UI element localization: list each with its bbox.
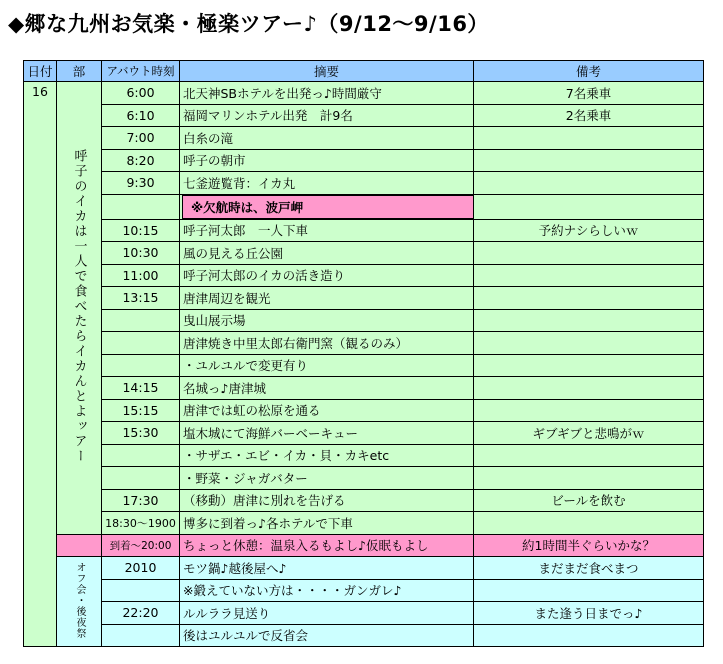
dept-cell-after	[57, 557, 102, 647]
table-row	[24, 332, 704, 355]
table-row	[24, 287, 704, 310]
desc-cell: モツ鍋♪越後屋へ♪	[180, 557, 474, 580]
note-cell	[474, 149, 704, 172]
note-cell	[474, 309, 704, 332]
time-cell: 2010	[102, 557, 180, 580]
time-cell: 9:30	[102, 172, 180, 195]
table-row	[24, 602, 704, 625]
table-row	[24, 82, 704, 105]
time-cell: 10:15	[102, 219, 180, 242]
note-cell	[474, 172, 704, 195]
page-title: ◆郷な九州お気楽・極楽ツアー♪（9/12～9/16）	[8, 12, 489, 36]
note-cell: また逢う日までっ♪	[474, 602, 704, 625]
time-cell	[102, 332, 180, 355]
note-cell	[474, 444, 704, 467]
desc-cell: 名城っ♪唐津城	[180, 377, 474, 400]
table-row	[24, 242, 704, 265]
desc-cell: 北天神SBホテルを出発っ♪時間厳守	[180, 82, 474, 105]
time-cell: 6:00	[102, 82, 180, 105]
time-cell	[102, 624, 180, 647]
desc-cell: 呼子河太郎のイカの活き造り	[180, 264, 474, 287]
table-row	[24, 377, 704, 400]
table-row	[24, 309, 704, 332]
desc-cell: 呼子の朝市	[180, 149, 474, 172]
desc-cell: 呼子河太郎 一人下車	[180, 219, 474, 242]
note-cell: 7名乗車	[474, 82, 704, 105]
note-cell	[474, 287, 704, 310]
dept-cell-rest	[57, 534, 102, 557]
time-cell: 到着～20:00	[102, 534, 180, 557]
time-cell: 13:15	[102, 287, 180, 310]
desc-cell: 博多に到着っ♪各ホテルで下車	[180, 512, 474, 535]
table-row	[24, 557, 704, 580]
header-note: 備考	[474, 61, 704, 82]
table-row	[24, 467, 704, 490]
table-row	[24, 579, 704, 602]
note-cell: 予約ナシらしいｗ	[474, 219, 704, 242]
note-cell	[474, 624, 704, 647]
alternate-plan-note: ※欠航時は、波戸岬	[182, 195, 474, 219]
note-cell: ギブギブと悲鳴がｗ	[474, 422, 704, 445]
table-row	[24, 194, 704, 219]
time-cell	[102, 467, 180, 490]
time-cell: 11:00	[102, 264, 180, 287]
table-row	[24, 172, 704, 195]
time-cell	[102, 444, 180, 467]
note-cell	[474, 127, 704, 150]
time-cell	[102, 579, 180, 602]
desc-cell: 福岡マリンホテル出発 計9名	[180, 104, 474, 127]
table-row	[24, 104, 704, 127]
table-row	[24, 422, 704, 445]
note-cell: 2名乗車	[474, 104, 704, 127]
table-row	[24, 624, 704, 647]
desc-cell: ・野菜・ジャガバター	[180, 467, 474, 490]
time-cell	[102, 309, 180, 332]
desc-cell: 唐津では虹の松原を通る	[180, 399, 474, 422]
time-cell: 14:15	[102, 377, 180, 400]
desc-cell: 塩木城にて海鮮バーベーキュー	[180, 422, 474, 445]
desc-cell: 唐津周辺を観光	[180, 287, 474, 310]
time-cell: 15:30	[102, 422, 180, 445]
table-row	[24, 489, 704, 512]
time-cell	[102, 194, 180, 219]
note-cell: まだまだ食べまつ	[474, 557, 704, 580]
note-cell	[474, 377, 704, 400]
desc-cell: 曳山展示場	[180, 309, 474, 332]
time-cell: 6:10	[102, 104, 180, 127]
desc-cell: ルルララ見送り	[180, 602, 474, 625]
header-row	[24, 61, 704, 82]
table-row	[24, 149, 704, 172]
note-cell	[474, 194, 704, 219]
header-desc: 摘要	[180, 61, 474, 82]
note-cell	[474, 467, 704, 490]
desc-cell: 七釜遊覧背：イカ丸	[180, 172, 474, 195]
desc-cell: ・サザエ・エビ・イカ・貝・カキetc	[180, 444, 474, 467]
dept-cell-main	[57, 82, 102, 535]
header-date: 日付	[24, 61, 57, 82]
note-cell	[474, 579, 704, 602]
desc-cell: ・ユルユルで変更有り	[180, 354, 474, 377]
desc-cell: 唐津焼き中里太郎右衛門窯（観るのみ）	[180, 332, 474, 355]
desc-cell: ※鍛えていない方は・・・・ガンガレ♪	[180, 579, 474, 602]
desc-cell: （移動）唐津に別れを告げる	[180, 489, 474, 512]
desc-cell: 後はユルユルで反省会	[180, 624, 474, 647]
desc-cell: ちょっと休憩：温泉入るもよし♪仮眠もよし	[180, 534, 474, 557]
time-cell: 15:15	[102, 399, 180, 422]
rest-row	[24, 534, 704, 557]
note-cell	[474, 264, 704, 287]
time-cell: 18:30～1900	[102, 512, 180, 535]
time-cell: 7:00	[102, 127, 180, 150]
table-row	[24, 219, 704, 242]
time-cell: 22:20	[102, 602, 180, 625]
note-cell	[474, 399, 704, 422]
schedule-table	[23, 60, 704, 647]
table-row	[24, 264, 704, 287]
header-dept: 部	[57, 61, 102, 82]
table-row	[24, 444, 704, 467]
time-cell: 8:20	[102, 149, 180, 172]
note-cell	[474, 332, 704, 355]
header-time: アバウト時刻	[102, 61, 180, 82]
note-cell	[474, 242, 704, 265]
time-cell	[102, 354, 180, 377]
dept-label-main: 呼子のイカは一人で食べたらイカんとよッアー	[71, 148, 87, 464]
note-cell: ビールを飲む	[474, 489, 704, 512]
dept-label-after: オフ会・後夜祭	[74, 561, 85, 639]
note-cell: 約1時間半ぐらいかな？	[474, 534, 704, 557]
table-row	[24, 399, 704, 422]
table-row	[24, 512, 704, 535]
day-cell: 16	[24, 82, 57, 647]
table-row	[24, 127, 704, 150]
time-cell: 17:30	[102, 489, 180, 512]
time-cell: 10:30	[102, 242, 180, 265]
desc-cell-highlight	[180, 194, 474, 219]
note-cell	[474, 354, 704, 377]
desc-cell: 白糸の滝	[180, 127, 474, 150]
note-cell	[474, 512, 704, 535]
table-row	[24, 354, 704, 377]
desc-cell: 風の見える丘公園	[180, 242, 474, 265]
